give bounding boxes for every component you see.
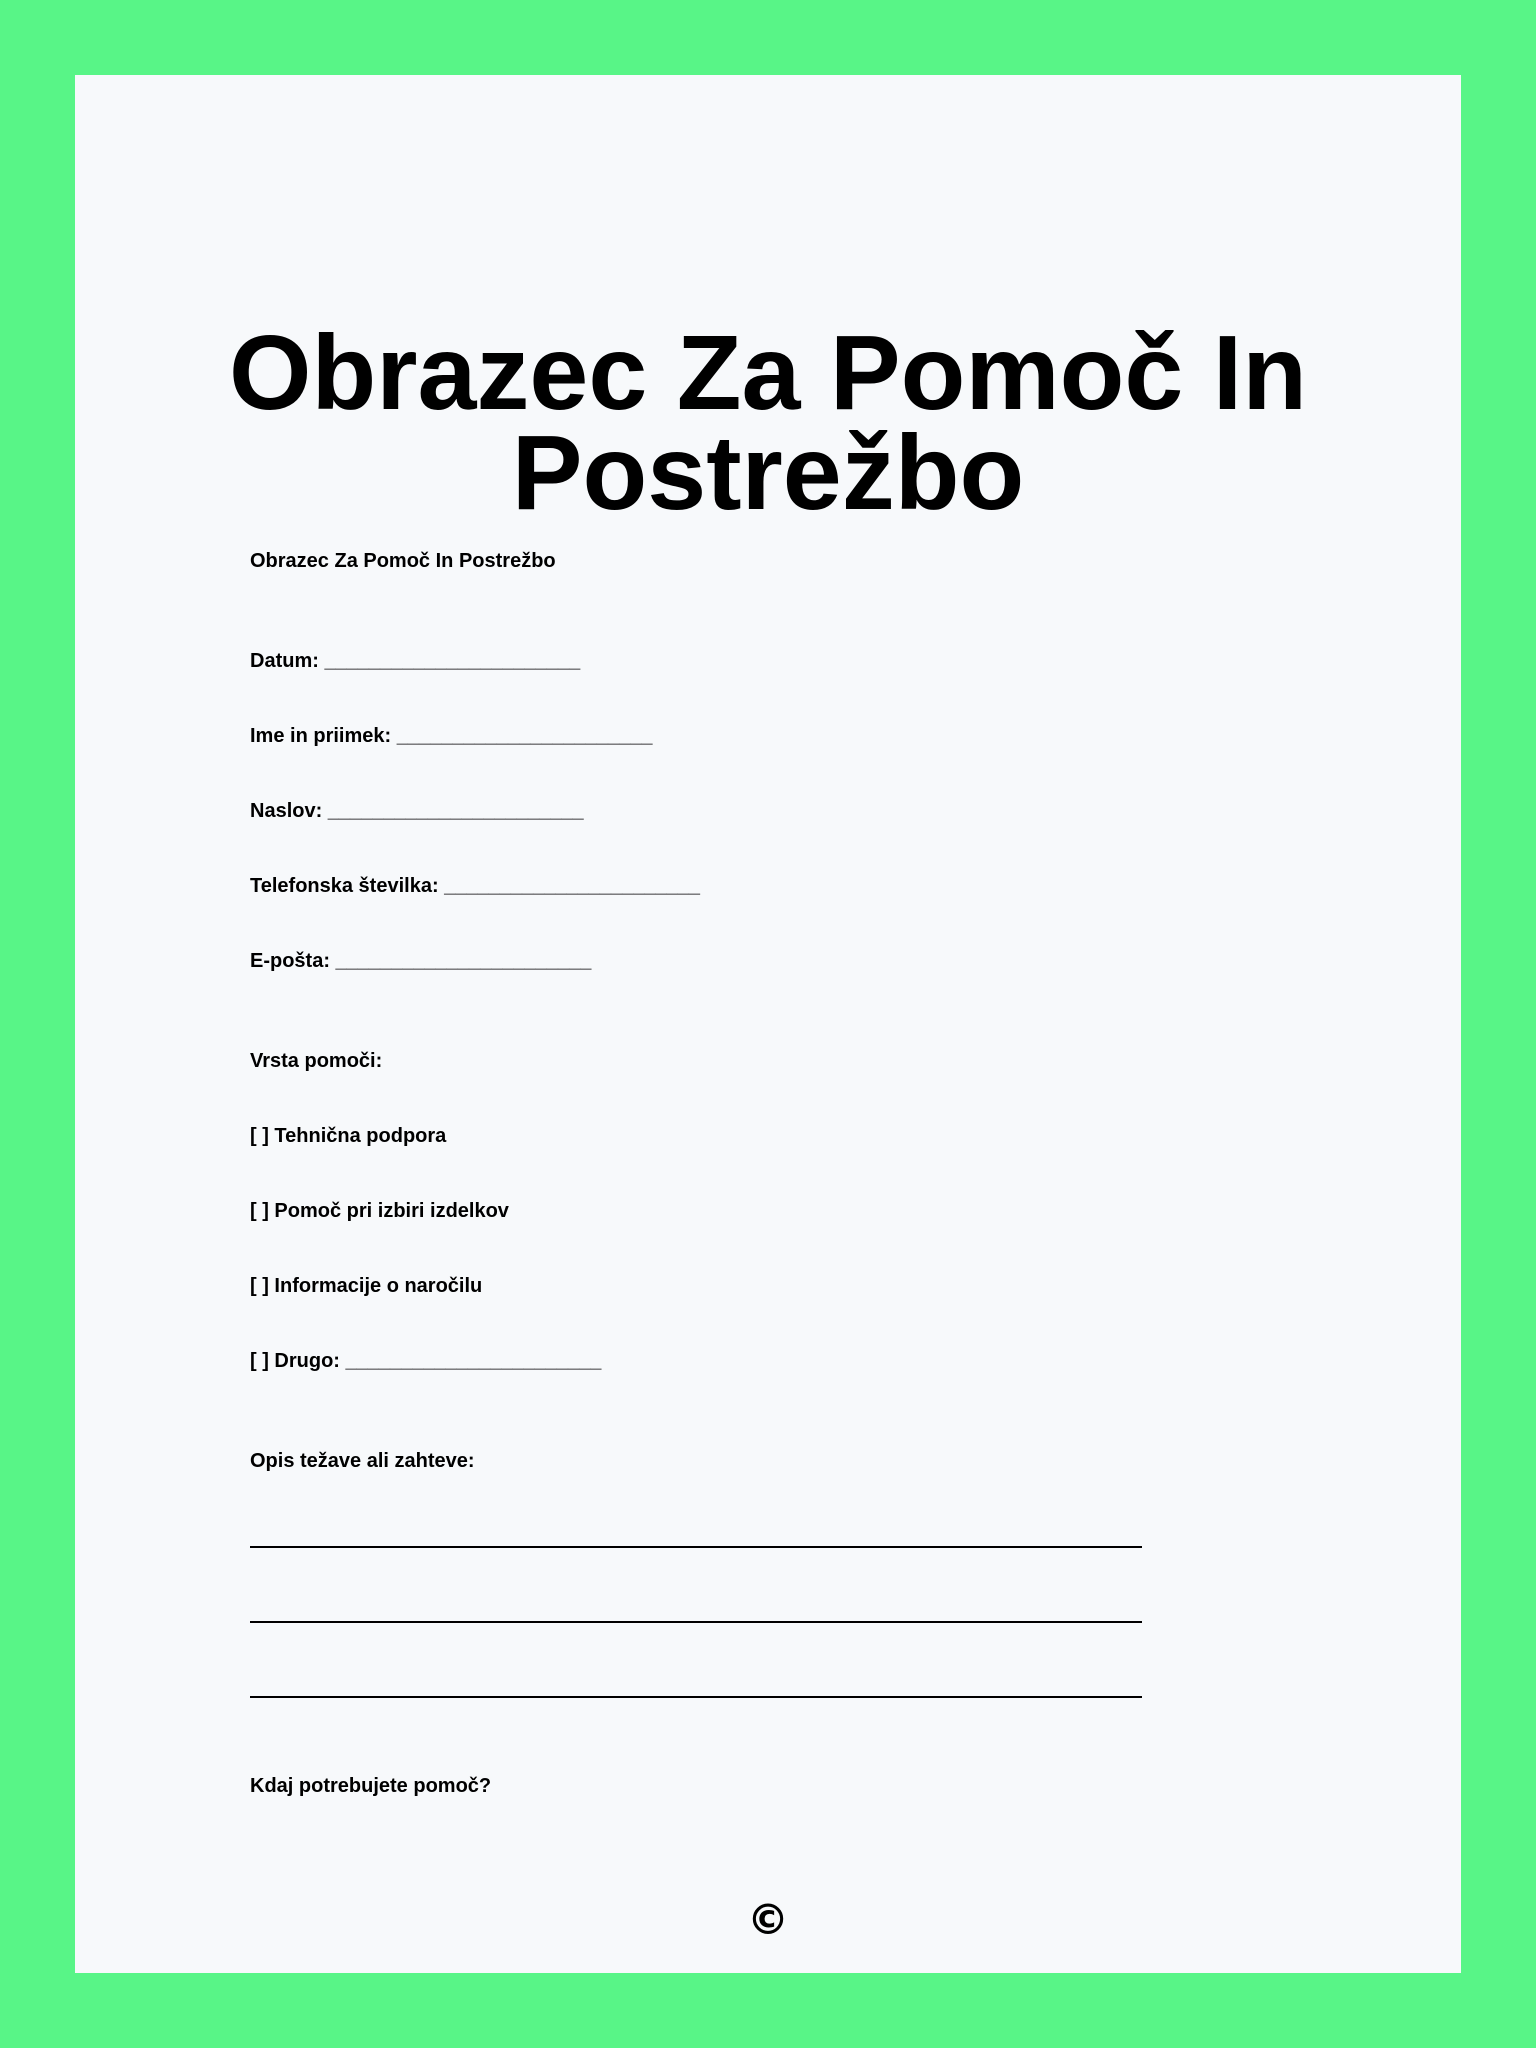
copyright-icon: © [747,1895,789,1944]
when-heading: Kdaj potrebujete pomoč? [250,1775,492,1797]
form-subtitle: Obrazec Za Pomoč In Postrežbo [250,550,556,572]
form-page [75,75,1461,1973]
help-option-order-information[interactable]: [ ] Informacije o naročilu [250,1275,483,1297]
address-field[interactable]: Naslov: _______________________ [250,800,584,822]
help-option-product-selection[interactable]: [ ] Pomoč pri izbiri izdelkov [250,1200,509,1222]
description-heading: Opis težave ali zahteve: [250,1450,475,1472]
page-title: Obrazec Za Pomoč In Postrežbo [229,314,1307,532]
description-line-1[interactable] [250,1546,1142,1548]
help-option-other[interactable]: [ ] Drugo: _______________________ [250,1350,602,1372]
phone-field[interactable]: Telefonska številka: _______________________ [250,875,700,897]
help-option-technical-support[interactable]: [ ] Tehnična podpora [250,1125,447,1147]
full-name-field[interactable]: Ime in priimek: _______________________ [250,725,653,747]
email-field[interactable]: E-pošta: _______________________ [250,950,592,972]
description-line-3[interactable] [250,1696,1142,1698]
date-field[interactable]: Datum: _______________________ [250,650,581,672]
description-line-2[interactable] [250,1621,1142,1623]
help-type-heading: Vrsta pomoči: [250,1050,383,1072]
